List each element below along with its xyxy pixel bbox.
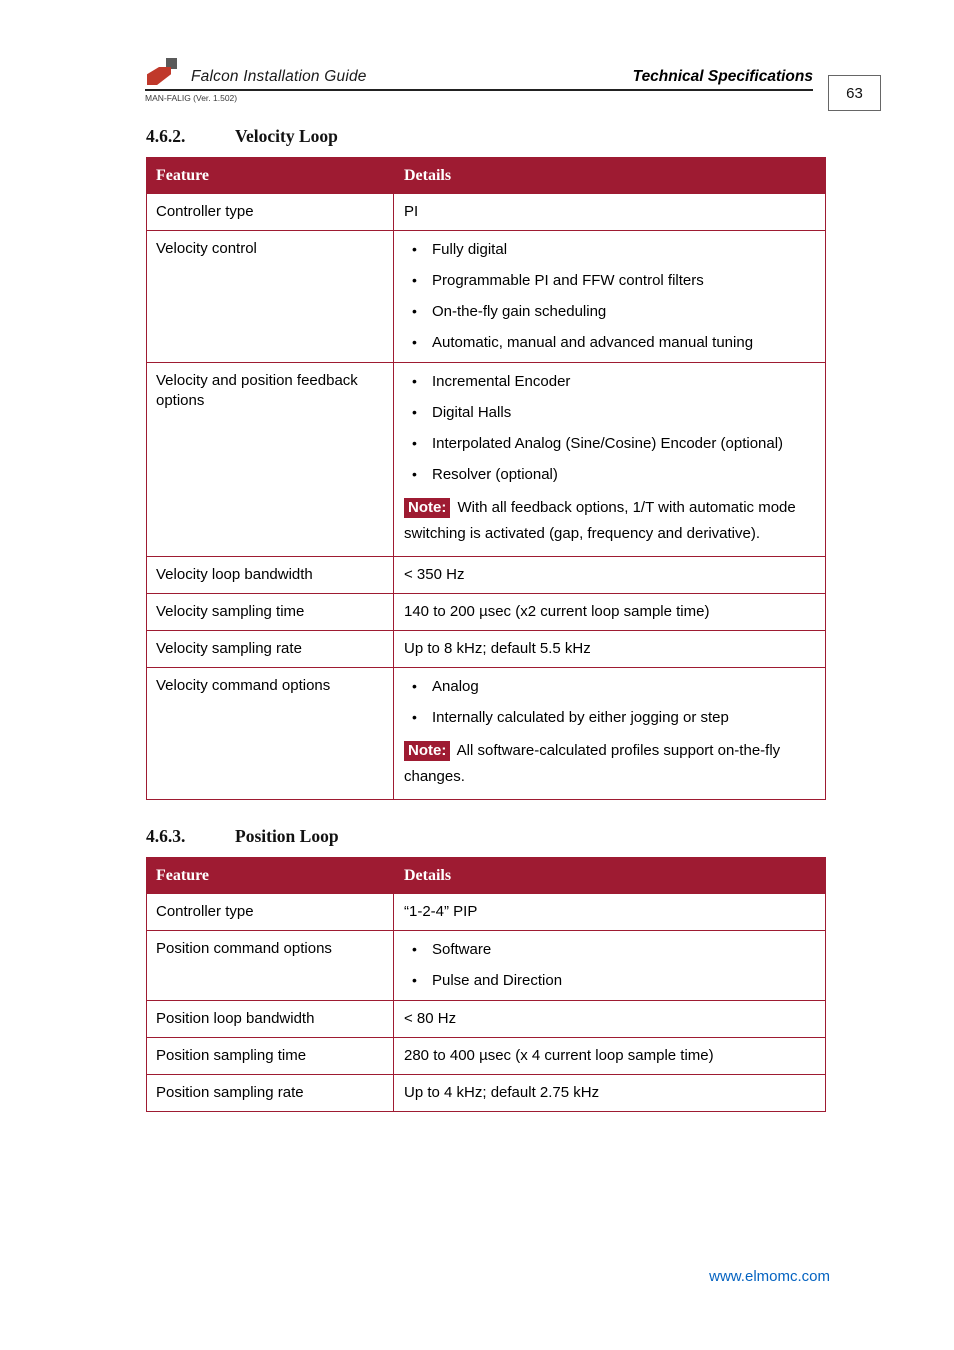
feature-cell: Velocity command options — [147, 668, 394, 799]
bullet-text: Interpolated Analog (Sine/Cosine) Encoder (optional) — [432, 435, 784, 452]
bullet-icon: • — [412, 678, 417, 694]
details-cell: Up to 4 kHz; default 2.75 kHz — [404, 1084, 600, 1101]
details-cell — [394, 231, 825, 362]
note-paragraph — [404, 495, 813, 547]
feature-cell: Velocity and position feedback options — [147, 363, 394, 556]
details-cell: PI — [404, 203, 419, 220]
feature-cell: Position command options — [147, 931, 394, 1000]
table-row — [147, 230, 825, 362]
details-cell: < 350 Hz — [404, 566, 465, 583]
table-header-row — [147, 158, 825, 193]
column-header-details: Details — [404, 867, 452, 884]
bullet-icon: • — [412, 373, 417, 389]
bullet-icon: • — [412, 972, 417, 988]
page-header — [145, 58, 881, 103]
bullet-text: Programmable PI and FFW control filters — [432, 272, 704, 289]
details-cell: 280 to 400 µsec (x 4 current loop sample time) — [404, 1047, 714, 1064]
note-label: Note: — [404, 498, 450, 518]
note-label: Note: — [404, 741, 450, 761]
table-row — [147, 930, 825, 1000]
table-row — [147, 1000, 825, 1037]
section-heading-velocity-loop — [146, 126, 828, 147]
table-header-row — [147, 858, 825, 893]
header-section-title: Technical Specifications — [632, 68, 813, 85]
section-number: 4.6.2. — [146, 126, 186, 146]
feature-cell: Velocity loop bandwidth — [147, 557, 394, 593]
table-row — [147, 593, 825, 630]
section-number: 4.6.3. — [146, 826, 186, 846]
bullet-item — [412, 371, 813, 392]
velocity-loop-table — [146, 157, 826, 800]
page-number-box — [828, 75, 881, 111]
bullet-icon: • — [412, 272, 417, 288]
table-row — [147, 556, 825, 593]
feature-cell: Position sampling time — [147, 1038, 394, 1074]
bullet-text: Resolver (optional) — [432, 466, 558, 483]
table-row — [147, 893, 825, 930]
details-cell: < 80 Hz — [404, 1010, 457, 1027]
column-header-details: Details — [404, 167, 452, 184]
table-row — [147, 630, 825, 667]
page-number: 63 — [846, 84, 863, 102]
section-title: Velocity Loop — [235, 126, 338, 146]
table-row — [147, 193, 825, 230]
bullet-text: Software — [432, 941, 492, 958]
details-cell — [394, 931, 825, 1000]
header-row — [145, 58, 813, 91]
bullet-item — [412, 939, 813, 960]
bullet-text: Fully digital — [432, 241, 508, 258]
doc-reference: MAN-FALIG (Ver. 1.502) — [145, 93, 238, 103]
bullet-text: Analog — [432, 678, 479, 695]
bullet-icon: • — [412, 303, 417, 319]
elmo-logo — [145, 58, 181, 86]
bullet-item — [412, 464, 813, 485]
details-cell: 140 to 200 µsec (x2 current loop sample time) — [404, 603, 710, 620]
details-cell: Up to 8 kHz; default 5.5 kHz — [404, 640, 591, 657]
bullet-icon: • — [412, 404, 417, 420]
details-cell — [394, 363, 825, 556]
table-row — [147, 362, 825, 556]
bullet-item — [412, 433, 813, 454]
footer-website-link[interactable]: www.elmomc.com — [709, 1268, 830, 1285]
bullet-item — [412, 707, 813, 728]
bullet-icon: • — [412, 941, 417, 957]
details-cell: “1-2-4” PIP — [404, 903, 478, 920]
bullet-text: Internally calculated by either jogging or step — [432, 709, 729, 726]
bullet-item — [412, 676, 813, 697]
feature-cell: Velocity sampling rate — [147, 631, 394, 667]
bullet-item — [412, 270, 813, 291]
bullet-icon: • — [412, 334, 417, 350]
note-paragraph — [404, 738, 813, 790]
bullet-icon: • — [412, 466, 417, 482]
feature-cell: Position sampling rate — [147, 1075, 394, 1111]
section-heading-position-loop — [146, 826, 828, 847]
feature-cell: Velocity control — [147, 231, 394, 362]
page-content — [146, 126, 828, 1116]
bullet-item — [412, 402, 813, 423]
column-header-feature: Feature — [147, 858, 394, 893]
feature-cell: Controller type — [147, 894, 394, 930]
bullet-text: Digital Halls — [432, 404, 512, 421]
bullet-icon: • — [412, 435, 417, 451]
table-row — [147, 667, 825, 799]
bullet-icon: • — [412, 241, 417, 257]
position-loop-table — [146, 857, 826, 1112]
doc-title: Falcon Installation Guide — [191, 68, 367, 85]
bullet-item — [412, 332, 813, 353]
details-cell — [394, 668, 825, 799]
logo-swoosh-icon — [147, 67, 171, 85]
bullet-text: Incremental Encoder — [432, 373, 571, 390]
note-text: All software-calculated profiles support on-the-fly changes. — [404, 742, 781, 785]
section-title: Position Loop — [235, 826, 339, 846]
feature-cell: Controller type — [147, 194, 394, 230]
feature-cell: Position loop bandwidth — [147, 1001, 394, 1037]
table-row — [147, 1037, 825, 1074]
bullet-text: Pulse and Direction — [432, 972, 563, 989]
table-row — [147, 1074, 825, 1111]
bullet-icon: • — [412, 709, 417, 725]
bullet-text: Automatic, manual and advanced manual tuning — [432, 334, 754, 351]
note-text: With all feedback options, 1/T with automatic mode switching is activated (gap, frequency and derivative). — [404, 499, 796, 542]
feature-cell: Velocity sampling time — [147, 594, 394, 630]
bullet-text: On-the-fly gain scheduling — [432, 303, 607, 320]
bullet-item — [412, 970, 813, 991]
bullet-item — [412, 301, 813, 322]
column-header-feature: Feature — [147, 158, 394, 193]
bullet-item — [412, 239, 813, 260]
